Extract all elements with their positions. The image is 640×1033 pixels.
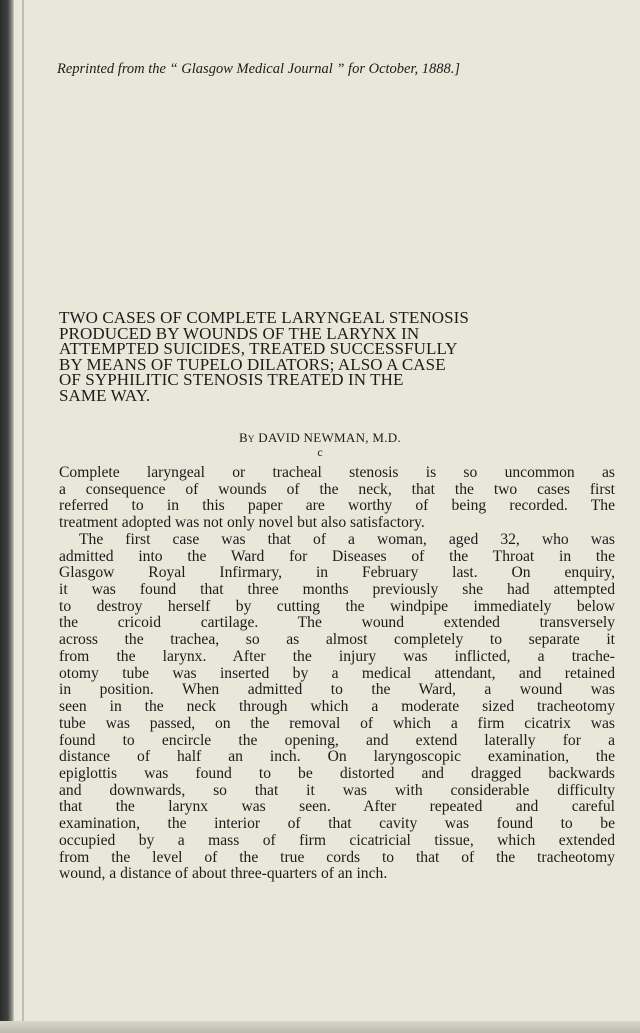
title-line: TWO CASES OF COMPLETE LARYNGEAL STENOSIS [59,308,469,327]
page-bottom-edge [0,1021,640,1033]
author-name: DAVID NEWMAN, M.D. [258,430,402,445]
body-line: across the trachea, so as almost completely to separate it [59,631,615,649]
body-line: occupied by a mass of firm cicatricial tissue, which extended [59,831,615,849]
body-line: wound, a distance of about three-quarters of an inch. [59,865,388,883]
title-line: OF SYPHILITIC STENOSIS TREATED IN THE [59,370,404,389]
byline-by: By [238,430,255,445]
title-line: PRODUCED BY WOUNDS OF THE LARYNX IN [59,323,420,343]
title-line: ATTEMPTED SUICIDES, TREATED SUCCESSFULLY [59,339,458,358]
article-title [59,310,619,403]
body-line: Complete laryngeal or tracheal stenosis is so uncommon as [59,464,615,481]
body-line: examination, the interior of that cavity was found to be [59,815,615,833]
body-line: epiglottis was found to be distorted and dragged backwards [59,764,615,782]
body-line: treatment adopted was not only novel but also satisfactory. [59,514,425,532]
body-line: from the level of the true cords to that of the tracheotomy [59,848,615,866]
title-line: BY MEANS OF TUPELO DILATORS; ALSO A CASE [59,354,446,374]
body-line: and downwards, so that it was with considerable difficulty [59,781,615,799]
author-byline [0,430,640,446]
body-line: that the larynx was seen. After repeated and careful [59,798,615,816]
body-line: The first case was that of a woman, aged 32, who was [79,530,615,548]
stray-mark: c [317,445,323,459]
binding-crease [22,0,24,1033]
page-binding-edge [0,0,14,1033]
article-body [59,465,615,883]
body-line: from the larynx. After the injury was inflicted, a trache- [59,647,615,665]
body-line: admitted into the Ward for Diseases of the Throat in the [59,547,615,565]
body-line: Glasgow Royal Infirmary, in February last. On enquiry, [59,564,615,582]
reprint-note: Reprinted from the “ Glasgow Medical Journal ” for October, 1888.] [57,61,461,77]
title-line: SAME WAY. [59,385,151,405]
body-line: tube was passed, on the removal of which a firm cicatrix was [59,714,615,732]
body-line: otomy tube was inserted by a medical attendant, and retained [59,664,615,682]
body-line: seen in the neck through which a moderate sized tracheotomy [59,698,615,716]
body-line: to destroy herself by cutting the windpipe immediately below [59,597,615,615]
body-line: it was found that three months previously she had attempted [59,581,615,599]
body-line: in position. When admitted to the Ward, a wound was [59,681,615,699]
body-line: distance of half an inch. On laryngoscopic examination, the [59,748,615,766]
body-line: referred to in this paper are worthy of being recorded. The [59,497,615,515]
body-line: a consequence of wounds of the neck, that the two cases first [59,480,615,498]
body-line: found to encircle the opening, and extend laterally for a [59,731,615,749]
body-line: the cricoid cartilage. The wound extended transversely [59,614,615,632]
